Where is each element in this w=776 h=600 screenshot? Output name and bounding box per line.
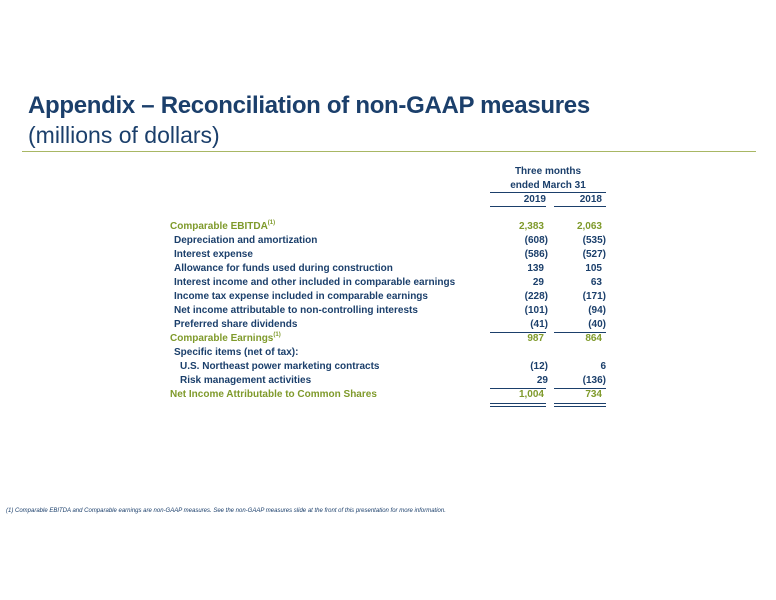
row-value-2018: 864 [585, 333, 602, 344]
title-divider [22, 151, 756, 152]
row-value-2019: (12) [530, 361, 548, 372]
row-value-2019: 987 [527, 333, 544, 344]
row-label: Depreciation and amortization [174, 235, 318, 246]
row-value-2019: 139 [527, 263, 544, 274]
row-label: Preferred share dividends [174, 319, 298, 330]
page-subtitle: (millions of dollars) [28, 122, 220, 148]
row-value-2019: 2,383 [518, 221, 544, 232]
row-value-2018: 734 [585, 389, 602, 400]
table-row [0, 249, 776, 263]
row-label: Risk management activities [180, 375, 312, 386]
row-value-2019: (41) [530, 319, 548, 330]
row-value-2019: (228) [524, 291, 548, 302]
row-value-2019: (608) [524, 235, 548, 246]
table-row [0, 375, 776, 389]
double-underline-2018 [554, 403, 606, 407]
footnote: (1) Comparable EBITDA and Comparable earnings are non-GAAP measures. See the non-GAAP measures slide at the front of this presentation for more information. [6, 508, 446, 514]
row-label: Net income attributable to non-controlling interests [174, 305, 418, 316]
table-row [0, 291, 776, 305]
page-title: Appendix – Reconciliation of non-GAAP measures [28, 92, 590, 119]
table-row [0, 221, 776, 235]
col-2018-underline [554, 206, 606, 207]
row-value-2019: (101) [524, 305, 548, 316]
row-value-2018: (527) [582, 249, 606, 260]
row-label: Income tax expense included in comparable earnings [174, 291, 428, 302]
table-row [0, 347, 776, 361]
row-value-2018: 63 [590, 277, 602, 288]
row-label: Net Income Attributable to Common Shares [170, 389, 377, 400]
row-value-2019: 29 [536, 375, 548, 386]
row-label: Interest income and other included in comparable earnings [174, 277, 456, 288]
table-row [0, 333, 776, 347]
row-value-2018: (136) [582, 375, 606, 386]
table-row [0, 277, 776, 291]
row-value-2019: 1,004 [518, 389, 544, 400]
header-underline [490, 192, 606, 193]
row-label: Comparable Earnings$^{(1)}$ [170, 332, 281, 344]
row-label: Interest expense [174, 249, 253, 260]
header-col-2018: 2018 [579, 194, 602, 205]
col-2019-underline [490, 206, 546, 207]
row-value-2018: 2,063 [576, 221, 602, 232]
row-label: Allowance for funds used during construction [174, 263, 393, 274]
header-period-line2: ended March 31 [510, 180, 586, 191]
row-value-2018: (94) [588, 305, 606, 316]
row-value-2018: (535) [582, 235, 606, 246]
row-value-2019: (586) [524, 249, 548, 260]
row-value-2018: 105 [585, 263, 602, 274]
table-row [0, 263, 776, 277]
double-underline-2019 [490, 403, 546, 407]
table-row [0, 235, 776, 249]
row-label: Comparable EBITDA$^{(1)}$ [170, 220, 276, 232]
row-label: U.S. Northeast power marketing contracts [180, 361, 380, 372]
row-value-2019: 29 [532, 277, 544, 288]
row-value-2018: 6 [600, 361, 606, 372]
table-row [0, 319, 776, 333]
table-row [0, 305, 776, 319]
header-period-line1: Three months [514, 166, 582, 177]
table-row [0, 389, 776, 403]
row-value-2018: (40) [588, 319, 606, 330]
row-label: Specific items (net of tax): [174, 347, 299, 358]
header-col-2019: 2019 [523, 194, 546, 205]
table-row [0, 361, 776, 375]
row-value-2018: (171) [582, 291, 606, 302]
